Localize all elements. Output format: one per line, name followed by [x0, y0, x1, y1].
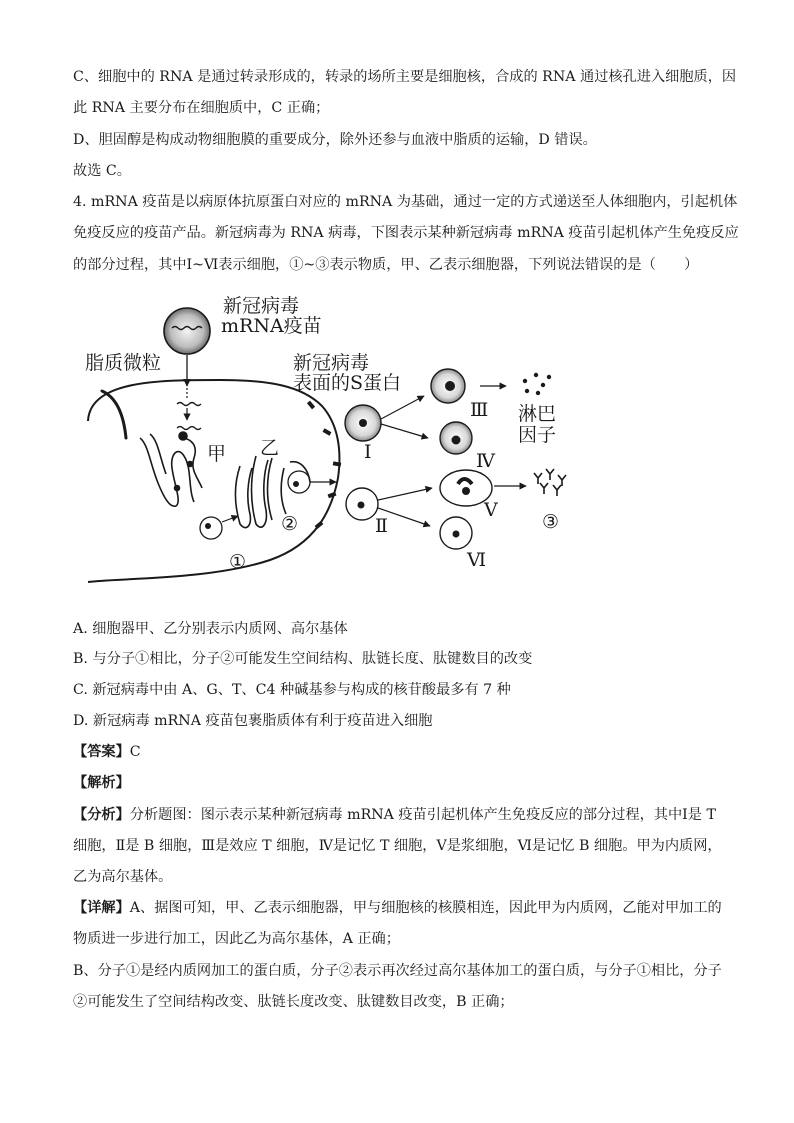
answer-value: C: [129, 744, 141, 760]
detail-line: ②可能发生了空间结构改变、肽链长度改变、肽键数目改变，B 正确；: [73, 994, 514, 1010]
cell-I-t-cell: [345, 405, 381, 441]
option-b: B. 与分子①相比，分子②可能发生空间结构、肽链长度、肽键数目的改变: [73, 651, 533, 667]
vesicle-1: [200, 517, 222, 539]
analysis-line: 细胞，Ⅱ是 B 细胞，Ⅲ是效应 T 细胞，Ⅳ是记忆 T 细胞，Ⅴ是浆细胞，Ⅵ是记忆 B 细胞。甲为内质网，: [73, 838, 722, 854]
text-line: C、细胞中的 RNA 是通过转录形成的，转录的场所主要是细胞核，合成的 RNA 通过核孔进入细胞质，因: [73, 69, 737, 85]
golgi-apparatus: [236, 456, 311, 528]
vesicle-2: [288, 471, 310, 493]
cell-III-effector-t-cell: [431, 369, 465, 403]
answer-line: [73, 742, 141, 762]
cell-IV-memory-t-cell: [440, 422, 472, 454]
membrane-proteins: [307, 401, 341, 529]
cell-II-label: Ⅱ: [375, 515, 388, 537]
molecule-1-label: ①: [229, 551, 247, 573]
analysis-line: 乙为高尔基体。: [73, 869, 173, 885]
detail-line: B、分子①是经内质网加工的蛋白质，分子②表示再次经过高尔基体加工的蛋白质，与分子①相比，分子: [73, 963, 722, 979]
analysis-line: 【分析】分析题图：图示表示某种新冠病毒 mRNA 疫苗引起机体产生免疫反应的部分过程，其中Ⅰ是 T: [73, 807, 716, 823]
detail-line: 物质进一步进行加工，因此乙为高尔基体，A 正确；: [73, 931, 400, 947]
molecule-2-label: ②: [281, 513, 299, 535]
s-protein-label: 表面的S蛋白: [293, 372, 402, 394]
organelle-jia-label: 甲: [207, 443, 227, 465]
endoplasmic-reticulum: [140, 432, 202, 506]
antibodies: [534, 469, 566, 496]
cell-II-b-cell: [346, 488, 378, 520]
option-c: C. 新冠病毒中由 A、G、T、C4 种碱基参与构成的核苷酸最多有 7 种: [73, 682, 511, 698]
organelle-yi-label: 乙: [260, 437, 280, 459]
cell-III-label: Ⅲ: [470, 399, 489, 421]
text-line: 此 RNA 主要分布在细胞质中，C 正确；: [73, 100, 330, 116]
option-d: D. 新冠病毒 mRNA 疫苗包裹脂质体有利于疫苗进入细胞: [73, 713, 433, 729]
cell-IV-label: Ⅳ: [476, 450, 495, 472]
question-line: 的部分过程，其中Ⅰ~Ⅵ表示细胞，①~③表示物质，甲、乙表示细胞器，下列说法错误的是（ ）: [73, 257, 699, 273]
s-protein-label: 新冠病毒: [293, 352, 370, 374]
cell-VI-label: Ⅵ: [467, 549, 487, 571]
text-line: D、胆固醇是构成动物细胞膜的重要成分，除外还参与血液中脂质的运输，D 错误。: [73, 132, 597, 148]
lipid-label: 脂质微粒: [85, 352, 162, 374]
answer-label: 【答案】: [73, 744, 130, 760]
mrna-strand: [177, 403, 201, 406]
cell-I-label: Ⅰ: [364, 441, 372, 463]
text-line: 故选 C。: [73, 163, 131, 179]
cell-membrane: [88, 380, 339, 582]
cell-V-label: Ⅴ: [484, 499, 498, 521]
vaccine-label: 新冠病毒: [223, 295, 300, 317]
lymphokine-label: 因子: [518, 424, 557, 446]
question-line: 4. mRNA 疫苗是以病原体抗原蛋白对应的 mRNA 为基础，通过一定的方式递送至人体细胞内，引起机体: [73, 194, 738, 210]
molecule-3-label: ③: [542, 511, 560, 533]
option-a: A. 细胞器甲、乙分别表示内质网、高尔基体: [73, 621, 348, 637]
vaccine-label: mRNA疫苗: [221, 315, 322, 337]
analysis-heading: 【解析】: [73, 775, 130, 791]
lymphokine-dots: [523, 373, 551, 395]
vaccine-particle: [164, 308, 210, 354]
detail-line: 【详解】A、据图可知，甲、乙表示细胞器，甲与细胞核的核膜相连，因此甲为内质网，乙能对甲加工的: [73, 900, 722, 916]
immune-response-diagram: [80, 288, 600, 588]
cell-VI-memory-b-cell: [440, 517, 472, 549]
question-line: 免疫反应的疫苗产品。新冠病毒为 RNA 病毒，下图表示某种新冠病毒 mRNA 疫苗引起机体产生免疫反应: [73, 225, 739, 241]
lymphokine-label: 淋巴: [518, 403, 557, 425]
